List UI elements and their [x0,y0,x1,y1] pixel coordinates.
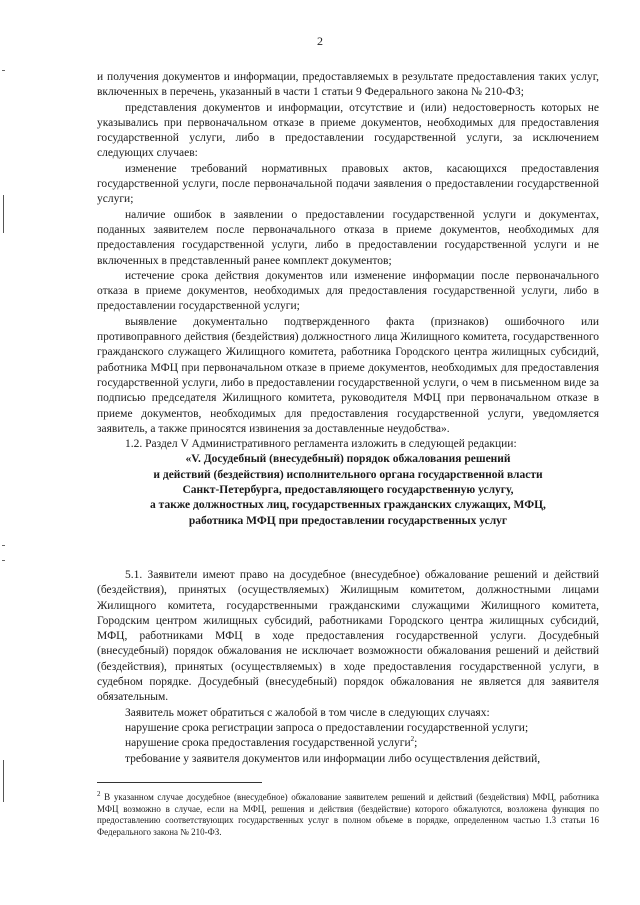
paragraph: 5.1. Заявители имеют право на досудебное (внесудебное) обжалование решений и действий (бездействия), принятых (осуществляемых) Жилищным комитетом, должностными лицами Жилищного комитета, государственными гражданскими служащими Жилищного комитета, Городским центром жилищных субсидий, работниками Городского центра жилищных субсидий, МФЦ, работниками МФЦ в ходе предоставления государственной услуги. Досудебный (внесудебный) порядок обжалования не исключает возможности обжалования решений и действий (бездействия), принятых (осуществляемых) в ходе предоставления государственной услуги, в судебном порядке. Досудебный (внесудебный) порядок обжалования не является для заявителя обязательным. [97,569,599,704]
footnote-reference: 2 [410,735,415,744]
footnote-marker: 2 [97,790,101,798]
scan-margin-mark [3,195,4,233]
main-text-bottom [97,568,599,767]
paragraph: 1.2. Раздел V Административного регламента изложить в следующей редакции: [125,438,517,451]
paragraph: наличие ошибок в заявлении о предоставлении государственной услуги и документах, поданных заявителем после первоначального отказа в приеме документов, необходимых для предоставления государственной услуги, либо в предоставлении государственной услуги и не включенных в представленный ранее комплект документов; [97,208,599,267]
footnote [97,792,599,838]
paragraph: представления документов и информации, отсутствие и (или) недостоверность которых не указывались при первоначальном отказе в приеме документов, необходимых для предоставления государственной услуги, либо в предоставлении государственной услуги, за исключением следующих случаев: [97,101,599,160]
heading-line: работника МФЦ при предоставлении государственных услуг [188,514,508,527]
scan-tick [2,560,5,561]
main-text-top [97,70,599,529]
page-number: 2 [317,34,323,48]
footnote-divider [97,782,262,783]
paragraph-text: нарушение срока предоставления государственной услуги [125,737,411,750]
section-heading [97,452,599,528]
scan-tick [2,545,5,546]
paragraph: истечение срока действия документов или изменение информации после первоначального отказа в приеме документов, необходимых для предоставления государственной услуги, либо в предоставлении государственной услуги; [97,269,599,313]
paragraph: нарушение срока предоставления государственной услуги$^2$; [125,735,418,750]
heading-line: «V. Досудебный (внесудебный) порядок обжалования решений [185,453,511,466]
paragraph: требование у заявителя документов или информации либо осуществления действий, [125,752,541,765]
paragraph: нарушение срока регистрации запроса о предоставлении государственной услуги; [125,721,529,734]
heading-line: а также должностных лиц, государственных гражданских служащих, МФЦ, [150,499,546,512]
heading-line: и действий (бездействия) исполнительного органа государственной власти [153,468,543,481]
heading-line: Санкт-Петербурга, предоставляющего государственную услугу, [182,484,514,497]
paragraph: Заявитель может обратиться с жалобой в том числе в следующих случаях: [125,706,490,719]
paragraph: изменение требований нормативных правовых актов, касающихся предоставления государственной услуги, после первоначальной подачи заявления о предоставлении государственной услуги; [97,162,599,206]
scan-margin-mark [3,760,4,802]
paragraph: выявление документально подтвержденного факта (признаков) ошибочного или противоправного действия (бездействия) должностного лица Жилищного комитета, государственного гражданского служащего Жилищного комитета, работника Городского центра жилищных субсидий, работника МФЦ при первоначальном отказе в приеме документов, необходимых для предоставления государственной услуги, либо в предоставлении государственной услуги, о чем в письменном виде за подписью председателя Жилищного комитета, руководителя МФЦ при первоначальном отказе в приеме документов, необходимых для предоставления государственной услуги, уведомляется заявитель, а также приносятся извинения за доставленные неудобства». [97,315,599,435]
footnote-text: В указанном случае досудебное (внесудебное) обжалование заявителем решений и действий (бездействия) МФЦ, работника МФЦ возможно в случае, если на МФЦ, решения и действия (бездействие) которого обжалуются, возложена функция по предоставлению соответствующих государственных услуг в полном объеме в порядке, определенном частью 1.3 статьи 16 Федерального закона № 210-ФЗ. [97,792,600,837]
scan-tick [2,70,5,71]
paragraph: и получения документов и информации, предоставляемых в результате предоставления таких услуг, включенных в перечень, указанный в части 1 статьи 9 Федерального закона № 210-ФЗ; [97,71,599,99]
